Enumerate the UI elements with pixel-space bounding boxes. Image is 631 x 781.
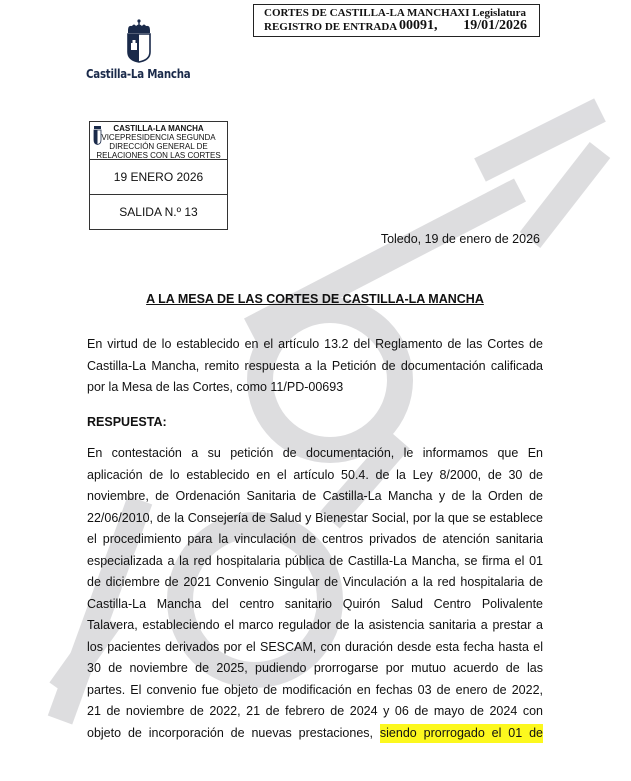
text-line: 30 de noviembre de 2025, pudiendo prorrogarse por mutuo acuerdo de las <box>87 661 543 675</box>
document-title: A LA MESA DE LAS CORTES DE CASTILLA-LA MANCHA <box>146 292 484 306</box>
response-paragraph <box>87 443 543 744</box>
text-line-last <box>87 723 543 745</box>
exit-register-stamp <box>89 121 228 230</box>
text-plain: objeto de incorporación de nuevas prestaciones, <box>87 725 374 740</box>
exit-stamp-line: DIRECCIÓN GENERAL DE <box>109 142 208 151</box>
text-line: por la Mesa de las Cortes, como 11/PD-00693 <box>87 380 344 394</box>
text-line: de diciembre de 2021 Convenio Singular de Vinculación a la red hospitalaria de <box>87 575 543 589</box>
text-line: 21 de noviembre de 2022, 21 de febrero de 2024 y 06 de mayo de 2024 con <box>87 704 543 718</box>
registry-legislature: XI Legislatura <box>457 7 526 19</box>
registry-entry-stamp <box>253 4 540 37</box>
text-line: 22/06/2010, de la Consejería de Salud y Bienestar Social, por la que se establece <box>87 510 543 525</box>
exit-stamp-line: VICEPRESIDENCIA SEGUNDA <box>101 133 216 142</box>
exit-stamp-header <box>90 122 227 160</box>
mini-coat-of-arms-icon <box>93 125 102 145</box>
text-line: Talavera, estableciendo el marco regulador de la asistencia sanitaria a prestar a <box>87 618 543 632</box>
registry-date: 19/01/2026 <box>463 18 527 33</box>
registry-number: 00091, <box>399 18 438 33</box>
coat-of-arms-icon <box>124 18 154 64</box>
exit-stamp-number: SALIDA N.º 13 <box>119 205 198 219</box>
text-line: el procedimiento para la vinculación de centros privados de atención sanitaria <box>87 532 543 546</box>
text-line: En virtud de lo establecido en el artículo 13.2 del Reglamento de las Cortes de <box>87 337 543 351</box>
text-line: partes. El convenio fue objeto de modificación en fechas 03 de enero de 2022, <box>87 682 543 697</box>
text-line: Castilla-La Mancha del centro sanitario Quirón Salud Centro Polivalente <box>87 596 543 611</box>
exit-stamp-line: RELACIONES CON LAS CORTES <box>96 151 221 160</box>
registry-label: REGISTRO DE ENTRADA <box>264 21 398 33</box>
text-line: En contestación a su petición de documentación, le informamos que En <box>87 446 543 460</box>
text-line: los pacientes derivados por el SESCAM, con duración desde esta fecha hasta el <box>87 639 543 654</box>
intro-paragraph <box>87 334 543 399</box>
castilla-la-mancha-logo <box>86 18 196 81</box>
text-line: aplicación de lo establecido en el artículo 50.4. de la Ley 8/2000, de 30 de <box>87 467 543 482</box>
response-heading: RESPUESTA: <box>87 415 167 429</box>
text-line: especializada a la red hospitalaria pública de Castilla-La Mancha, se firma el 01 <box>87 553 543 568</box>
text-line: Castilla-La Mancha, remito respuesta a la Petición de documentación calificada <box>87 358 543 373</box>
highlighted-text: siendo prorrogado el 01 de <box>380 724 543 743</box>
exit-stamp-line: CASTILLA-LA MANCHA <box>113 124 204 133</box>
place-and-date: Toledo, 19 de enero de 2026 <box>380 232 540 246</box>
registry-institution: CORTES DE CASTILLA-LA MANCHA <box>264 7 458 19</box>
exit-stamp-date: 19 ENERO 2026 <box>90 160 227 195</box>
text-line: noviembre, de Ordenación Sanitaria de Castilla-La Mancha y de la Orden de <box>87 489 543 503</box>
logo-text: Castilla-La Mancha <box>86 66 191 81</box>
